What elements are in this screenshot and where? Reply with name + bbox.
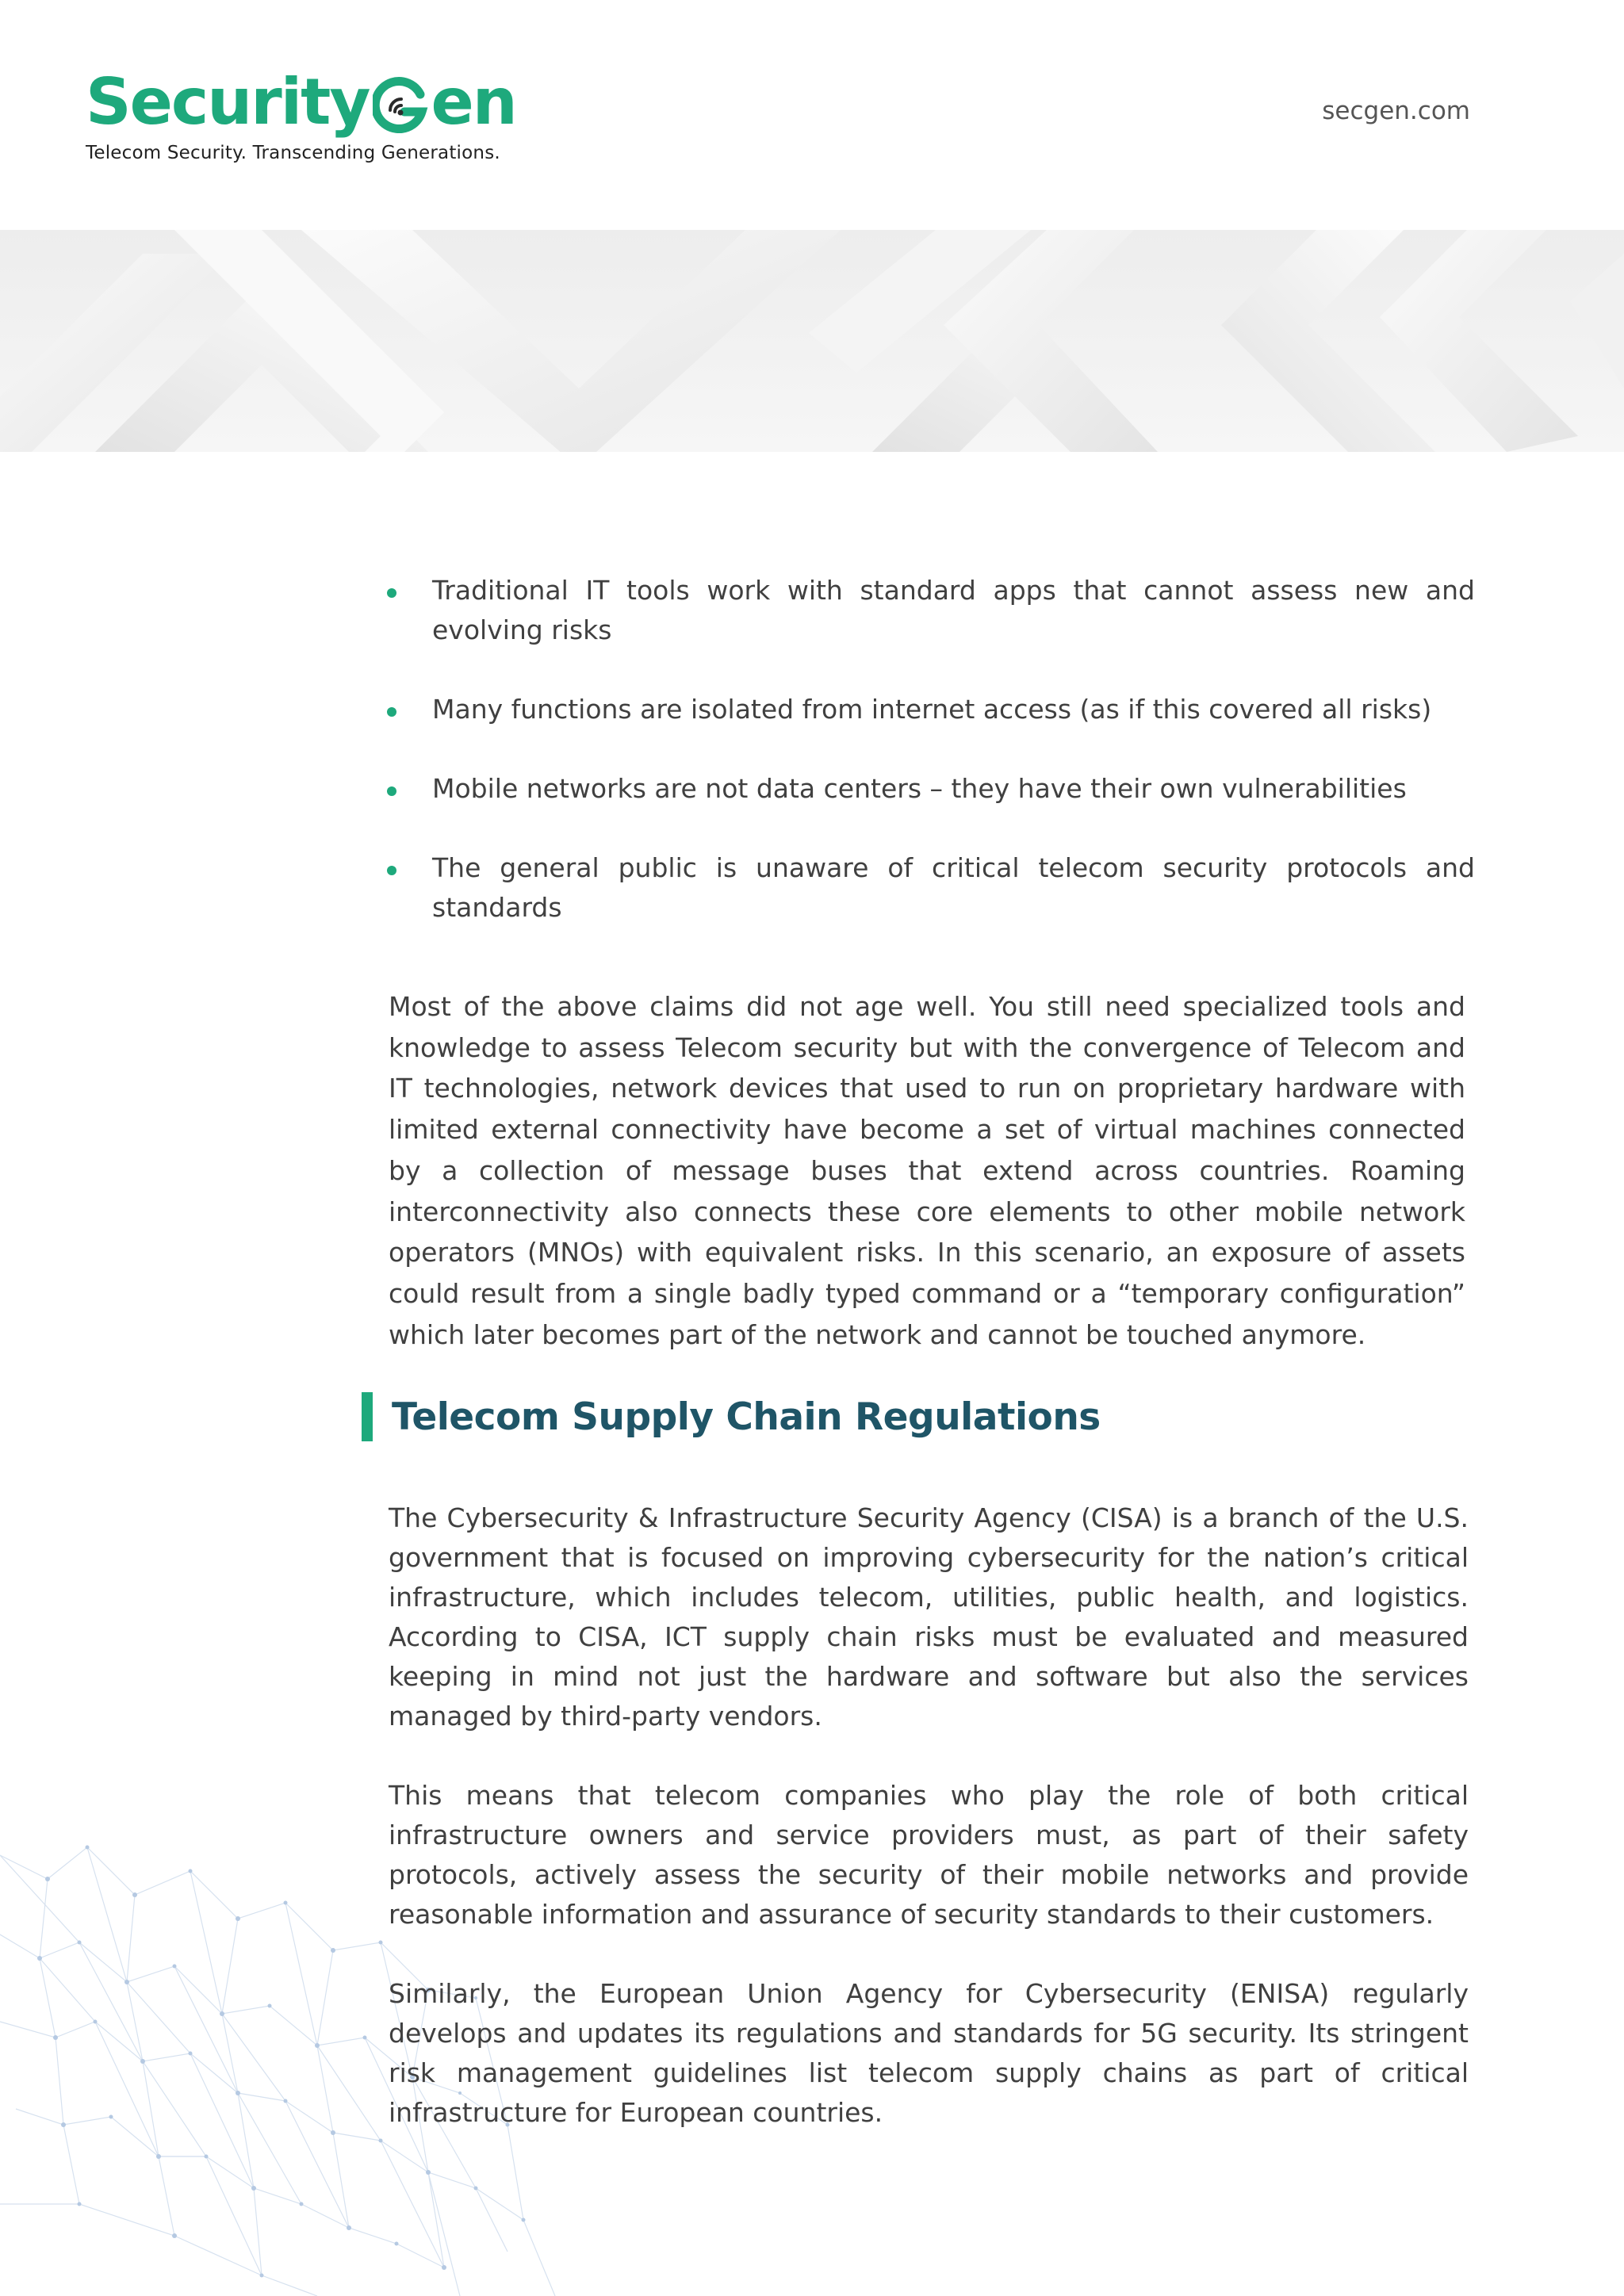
bullet-dot-icon [387, 866, 396, 875]
logo-text-security: Security [86, 65, 370, 139]
logo-text-en: en [431, 65, 516, 139]
section-heading [362, 1392, 1101, 1441]
section-heading-text: Telecom Supply Chain Regulations [392, 1395, 1101, 1439]
logo-signal-g-icon [373, 77, 430, 134]
body-paragraph: Most of the above claims did not age well. You still need specialized tools and knowledge to assess Telecom security but with the convergence of Telecom and IT technologies, network devices that used to run on proprietary hardware with limited external connectivity have become a set of virtual machines connected by a collection of message buses that extend across countries. Roaming interconnectivity also connects these core elements to other mobile network operators (MNOs) with equivalent risks. In this scenario, an exposure of assets could result from a single badly typed command or a “temporary configuration” which later becomes part of the network and cannot be touched anymore. [389, 991, 1465, 1350]
logo-tagline: Telecom Security. Transcending Generations. [86, 143, 500, 163]
section-paragraph-cisa: The Cybersecurity & Infrastructure Security Agency (CISA) is a branch of the U.S. government that is focused on improving cybersecurity for the nation’s critical infrastructure, which includes telecom, utilities, public health, and logistics. According to CISA, ICT supply chain risks must be evaluated and measured keeping in mind not just the hardware and software but also the services managed by third-party vendors. [389, 1502, 1469, 1732]
bullet-item [387, 848, 1475, 928]
bullet-text: Mobile networks are not data centers – they have their own vulnerabilities [432, 773, 1407, 804]
bullet-item [387, 690, 1475, 729]
bullet-text: Many functions are isolated from internet access (as if this covered all risks) [432, 694, 1432, 725]
bullet-list [387, 571, 1475, 967]
section-paragraph-enisa: Similarly, the European Union Agency for Cybersecurity (ENISA) regularly develops and updates its regulations and standards for 5G security. Its stringent risk management guidelines list telecom supply chains as part of critical infrastructure for European countries. [389, 1978, 1469, 2128]
website-link[interactable]: secgen.com [1322, 97, 1470, 125]
decorative-chevron-banner [0, 230, 1624, 452]
bullet-item [387, 571, 1475, 650]
logo-wordmark [86, 67, 516, 138]
bullet-dot-icon [387, 786, 396, 796]
bullet-text: The general public is unaware of critical telecom security protocols and standards [432, 852, 1475, 923]
heading-accent-bar [362, 1392, 373, 1441]
bullet-text: Traditional IT tools work with standard apps that cannot assess new and evolving risks [432, 575, 1475, 645]
bullet-dot-icon [387, 707, 396, 717]
section-paragraph-telecom-companies: This means that telecom companies who play the role of both critical infrastructure owners and service providers must, as part of their safety protocols, actively assess the security of their mobile networks and provide reasonable information and assurance of security standards to their customers. [389, 1780, 1469, 1930]
bullet-item [387, 769, 1475, 809]
bullet-dot-icon [387, 588, 396, 598]
securitygen-logo [86, 67, 516, 163]
